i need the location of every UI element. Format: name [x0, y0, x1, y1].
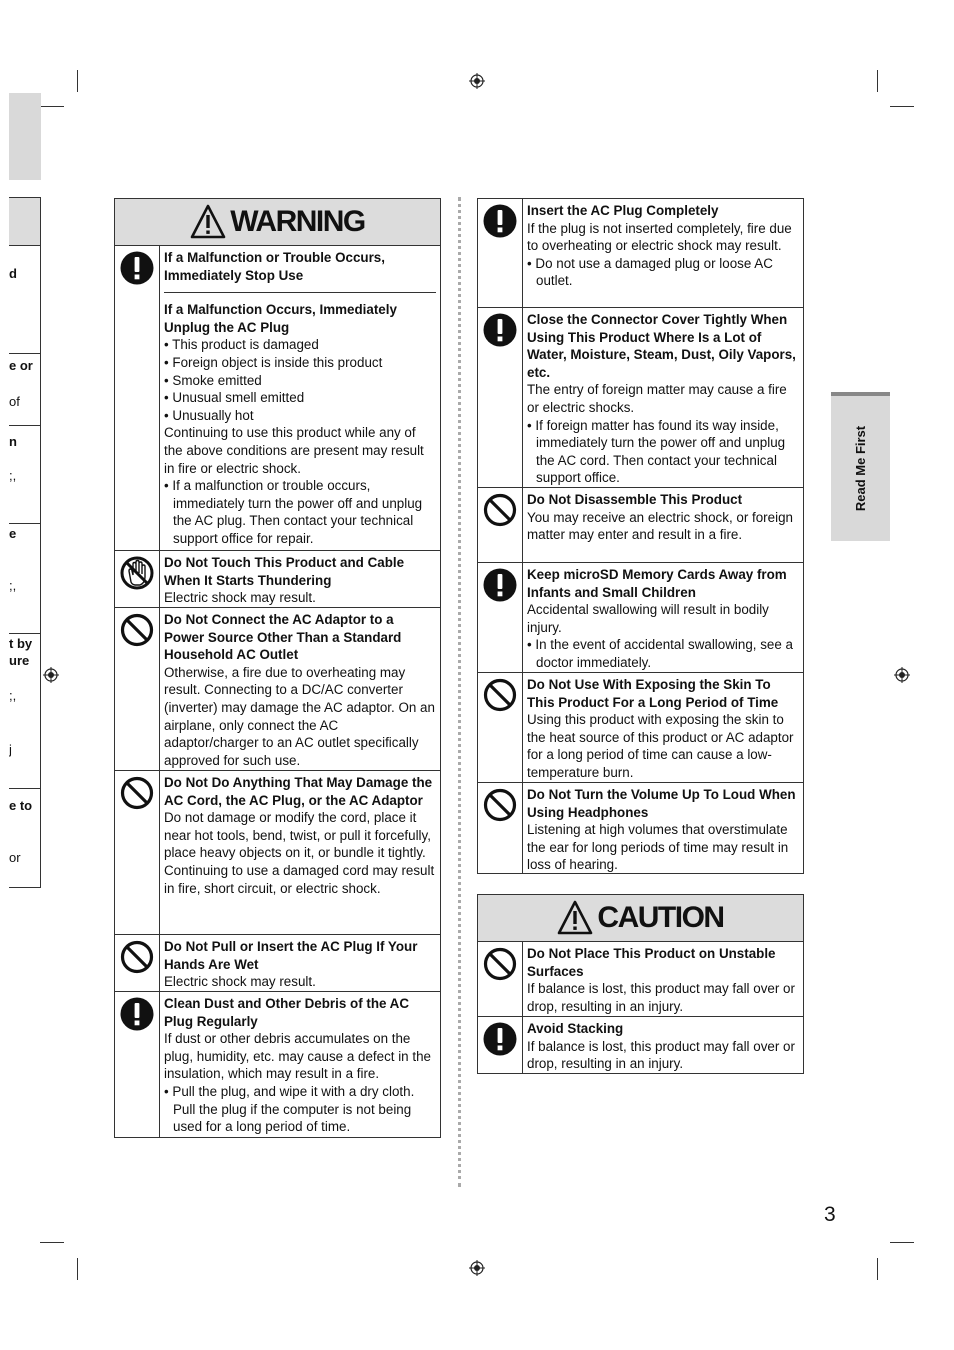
- left-fragment: ;,: [9, 688, 17, 703]
- item-heading: Keep microSD Memory Cards Away from Infants and Small Children: [527, 567, 787, 600]
- warning.items-item-text: [160, 608, 440, 770]
- crop-mark: [77, 1258, 78, 1280]
- item-body: Using this product with exposing the skin to the heat source of this product or AC adaptor for a long period of time can cause a low-temperature burn.: [527, 712, 794, 780]
- left-fragment: or: [9, 850, 21, 865]
- item-heading: Do Not Touch This Product and Cable When It Starts Thundering: [164, 555, 405, 588]
- mandatory-icon: [478, 1017, 523, 1073]
- side-tab-label: Read Me First: [853, 425, 868, 512]
- right_items-item: [477, 673, 804, 783]
- bullet-item: • Pull the plug, and wipe it with a dry cloth. Pull the plug if the computer is not being used for a long period of time.: [164, 1083, 415, 1135]
- warning.items-item-text: [160, 551, 440, 607]
- left-fragment: e or: [9, 358, 33, 373]
- crop-mark: [40, 106, 64, 107]
- warning.items-item-text: [160, 771, 440, 934]
- crop-mark: [890, 1242, 914, 1243]
- left-fragment: n: [9, 434, 17, 449]
- mandatory-icon: [115, 246, 160, 550]
- prohibited-icon: [478, 783, 523, 873]
- left-fragment: d: [9, 266, 17, 281]
- page-number: 3: [824, 1203, 836, 1226]
- item-heading: If a Malfunction or Trouble Occurs, Immediately Stop Use: [164, 250, 385, 283]
- item-heading: Do Not Turn the Volume Up To Loud When Using Headphones: [527, 787, 796, 820]
- bullet-item: • In the event of accidental swallowing, see a doctor immediately.: [527, 637, 793, 670]
- right_items-item-text: [523, 488, 803, 562]
- item-body: Do not damage or modify the cord, place it near hot tools, bend, twist, or pull it forcefully, place heavy objects on it, or bundle it tightly. Continuing to use a damaged cord may result in fire, short circuit, or electric shock.: [164, 810, 435, 896]
- warning.items-item: [114, 935, 441, 992]
- crop-mark: [40, 1242, 64, 1243]
- caution-banner: [477, 894, 804, 942]
- warning.items-item: [114, 246, 441, 551]
- prohibited-icon: [115, 935, 160, 991]
- mandatory-icon: [478, 199, 523, 307]
- warning-title: WARNING: [230, 205, 365, 238]
- right_items-item: [477, 198, 804, 308]
- item-body: Continuing to use this product while any of the above conditions are present may result in fire or electric shock.: [164, 425, 424, 476]
- crop-mark: [77, 70, 78, 92]
- left-fragment: ure: [9, 653, 30, 668]
- warning.items-item: [114, 992, 441, 1138]
- right_items-item-text: [523, 199, 803, 307]
- item-body: Electric shock may result.: [164, 590, 316, 606]
- caution-list: [477, 942, 804, 1074]
- item-heading: Avoid Stacking: [527, 1021, 624, 1036]
- right_items-item: [477, 488, 804, 563]
- left-fragment: of: [9, 394, 20, 409]
- right_items-item-text: [523, 673, 803, 782]
- crop-mark: [877, 1258, 878, 1280]
- separator: [164, 292, 436, 293]
- mandatory-icon: [115, 992, 160, 1137]
- caution.items-item: [477, 942, 804, 1017]
- item-body: If dust or other debris accumulates on the plug, humidity, etc. may cause a defect in the insulation, which may result in a fire.: [164, 1031, 431, 1082]
- warning.items-item: [114, 551, 441, 608]
- item-heading: Close the Connector Cover Tightly When Using This Product Where Is a Lot of Water, Moisture, Steam, Dust, Oily Vapors, etc.: [527, 312, 796, 380]
- right_items-item-text: [523, 783, 803, 873]
- item-body: You may receive an electric shock, or foreign matter may enter and result in a fire.: [527, 509, 793, 543]
- left-fragment: e to: [9, 798, 33, 813]
- item-heading: Do Not Disassemble This Product: [527, 492, 743, 507]
- warning.items-item: [114, 608, 441, 771]
- bullet-item: • If a malfunction or trouble occurs, immediately turn the power off and unplug the AC plug. Then contact your technical support office for repair.: [164, 478, 423, 546]
- caution.items-item: [477, 1017, 804, 1074]
- item-body: If the plug is not inserted completely, fire due to overheating or electric shock may result.: [527, 220, 792, 254]
- warning.items-item-text: [160, 935, 440, 991]
- right-warning-list: [477, 198, 804, 874]
- item-heading: Insert the AC Plug Completely: [527, 203, 719, 218]
- crop-mark: [877, 70, 878, 92]
- item-body: If balance is lost, this product may fall over or drop, resulting in an injury.: [527, 1038, 795, 1072]
- caution-section: [477, 894, 804, 1074]
- warning-banner: [114, 198, 441, 246]
- mandatory-icon: [478, 308, 523, 487]
- item-heading: Do Not Do Anything That May Damage the AC Cord, the AC Plug, or the AC Adaptor: [164, 775, 433, 808]
- item-subheading: If a Malfunction Occurs, Immediately Unplug the AC Plug: [164, 302, 397, 335]
- warning.items-item: [114, 771, 441, 935]
- right_items-item-text: [523, 308, 803, 487]
- left-fragment: ;,: [9, 468, 17, 483]
- right_items-item: [477, 308, 804, 488]
- item-body: The entry of foreign matter may cause a fire or electric shocks.: [527, 382, 787, 415]
- item-heading: Do Not Place This Product on Unstable Surfaces: [527, 946, 776, 979]
- left-fragment: t by: [9, 636, 33, 651]
- item-body: If balance is lost, this product may fall over or drop, resulting in an injury.: [527, 981, 795, 1014]
- warning-list: [114, 246, 441, 1138]
- bullet-item: • Smoke emitted: [164, 372, 262, 388]
- bullet-item: • If foreign matter has found its way inside, immediately turn the power off and unplug the AC cord. Then contact your technical support office.: [527, 417, 786, 486]
- prohibited-icon: [478, 673, 523, 782]
- caution-triangle-icon: [557, 900, 593, 936]
- registration-mark-icon: [469, 73, 485, 89]
- left-fragment: e: [9, 526, 17, 541]
- mandatory-icon: [478, 563, 523, 672]
- item-body: Listening at high volumes that overstimulate the ear for long periods of time may result in loss of hearing.: [527, 822, 789, 873]
- prohibited-icon: [478, 488, 523, 562]
- item-heading: Do Not Pull or Insert the AC Plug If Your Hands Are Wet: [164, 939, 418, 972]
- warning-triangle-icon: [190, 204, 226, 240]
- item-body: Electric shock may result.: [164, 974, 316, 990]
- item-heading: Do Not Connect the AC Adaptor to a Power Source Other Than a Standard Household AC Outlet: [164, 612, 402, 663]
- right_items-item: [477, 563, 804, 673]
- right_items-item-text: [523, 563, 803, 672]
- left-fragment: ;,: [9, 578, 17, 593]
- left-gray-bar: [9, 93, 41, 180]
- warning.items-item-text: [160, 992, 440, 1137]
- item-body: Accidental swallowing will result in bodily injury.: [527, 602, 769, 635]
- caution.items-item-text: [523, 1017, 803, 1073]
- column-divider: [458, 197, 461, 1187]
- caution-title: CAUTION: [597, 901, 724, 934]
- registration-mark-icon: [894, 667, 910, 683]
- side-tab[interactable]: [831, 392, 890, 541]
- crop-mark: [890, 106, 914, 107]
- warning.items-item-text: [160, 246, 440, 550]
- bullet-item: • Unusual smell emitted: [164, 390, 305, 406]
- item-heading: Do Not Use With Exposing the Skin To This Product For a Long Period of Time: [527, 677, 779, 710]
- registration-mark-icon: [469, 1260, 485, 1276]
- bullet-item: • Do not use a damaged plug or loose AC outlet.: [527, 255, 773, 289]
- item-heading: Clean Dust and Other Debris of the AC Plug Regularly: [164, 996, 410, 1029]
- bullet-item: • This product is damaged: [164, 337, 319, 353]
- caution.items-item-text: [523, 942, 803, 1016]
- bullet-item: • Unusually hot: [164, 407, 254, 423]
- prohibited-icon: [478, 942, 523, 1016]
- prohibited-icon: [115, 608, 160, 770]
- right_items-item: [477, 783, 804, 874]
- warning-section: [114, 198, 441, 1138]
- prohibited-icon: [115, 771, 160, 934]
- item-body: Otherwise, a fire due to overheating may result. Connecting to a DC/AC converter (inverter) may damage the AC adaptor. On an airplane, only connect the AC adaptor/charger to an AC outlet specifically approved for such use.: [164, 664, 435, 768]
- no-touch-icon: [115, 551, 160, 607]
- left-fragment: j: [9, 742, 12, 757]
- registration-mark-icon: [43, 667, 59, 683]
- bullet-item: • Foreign object is inside this product: [164, 354, 383, 370]
